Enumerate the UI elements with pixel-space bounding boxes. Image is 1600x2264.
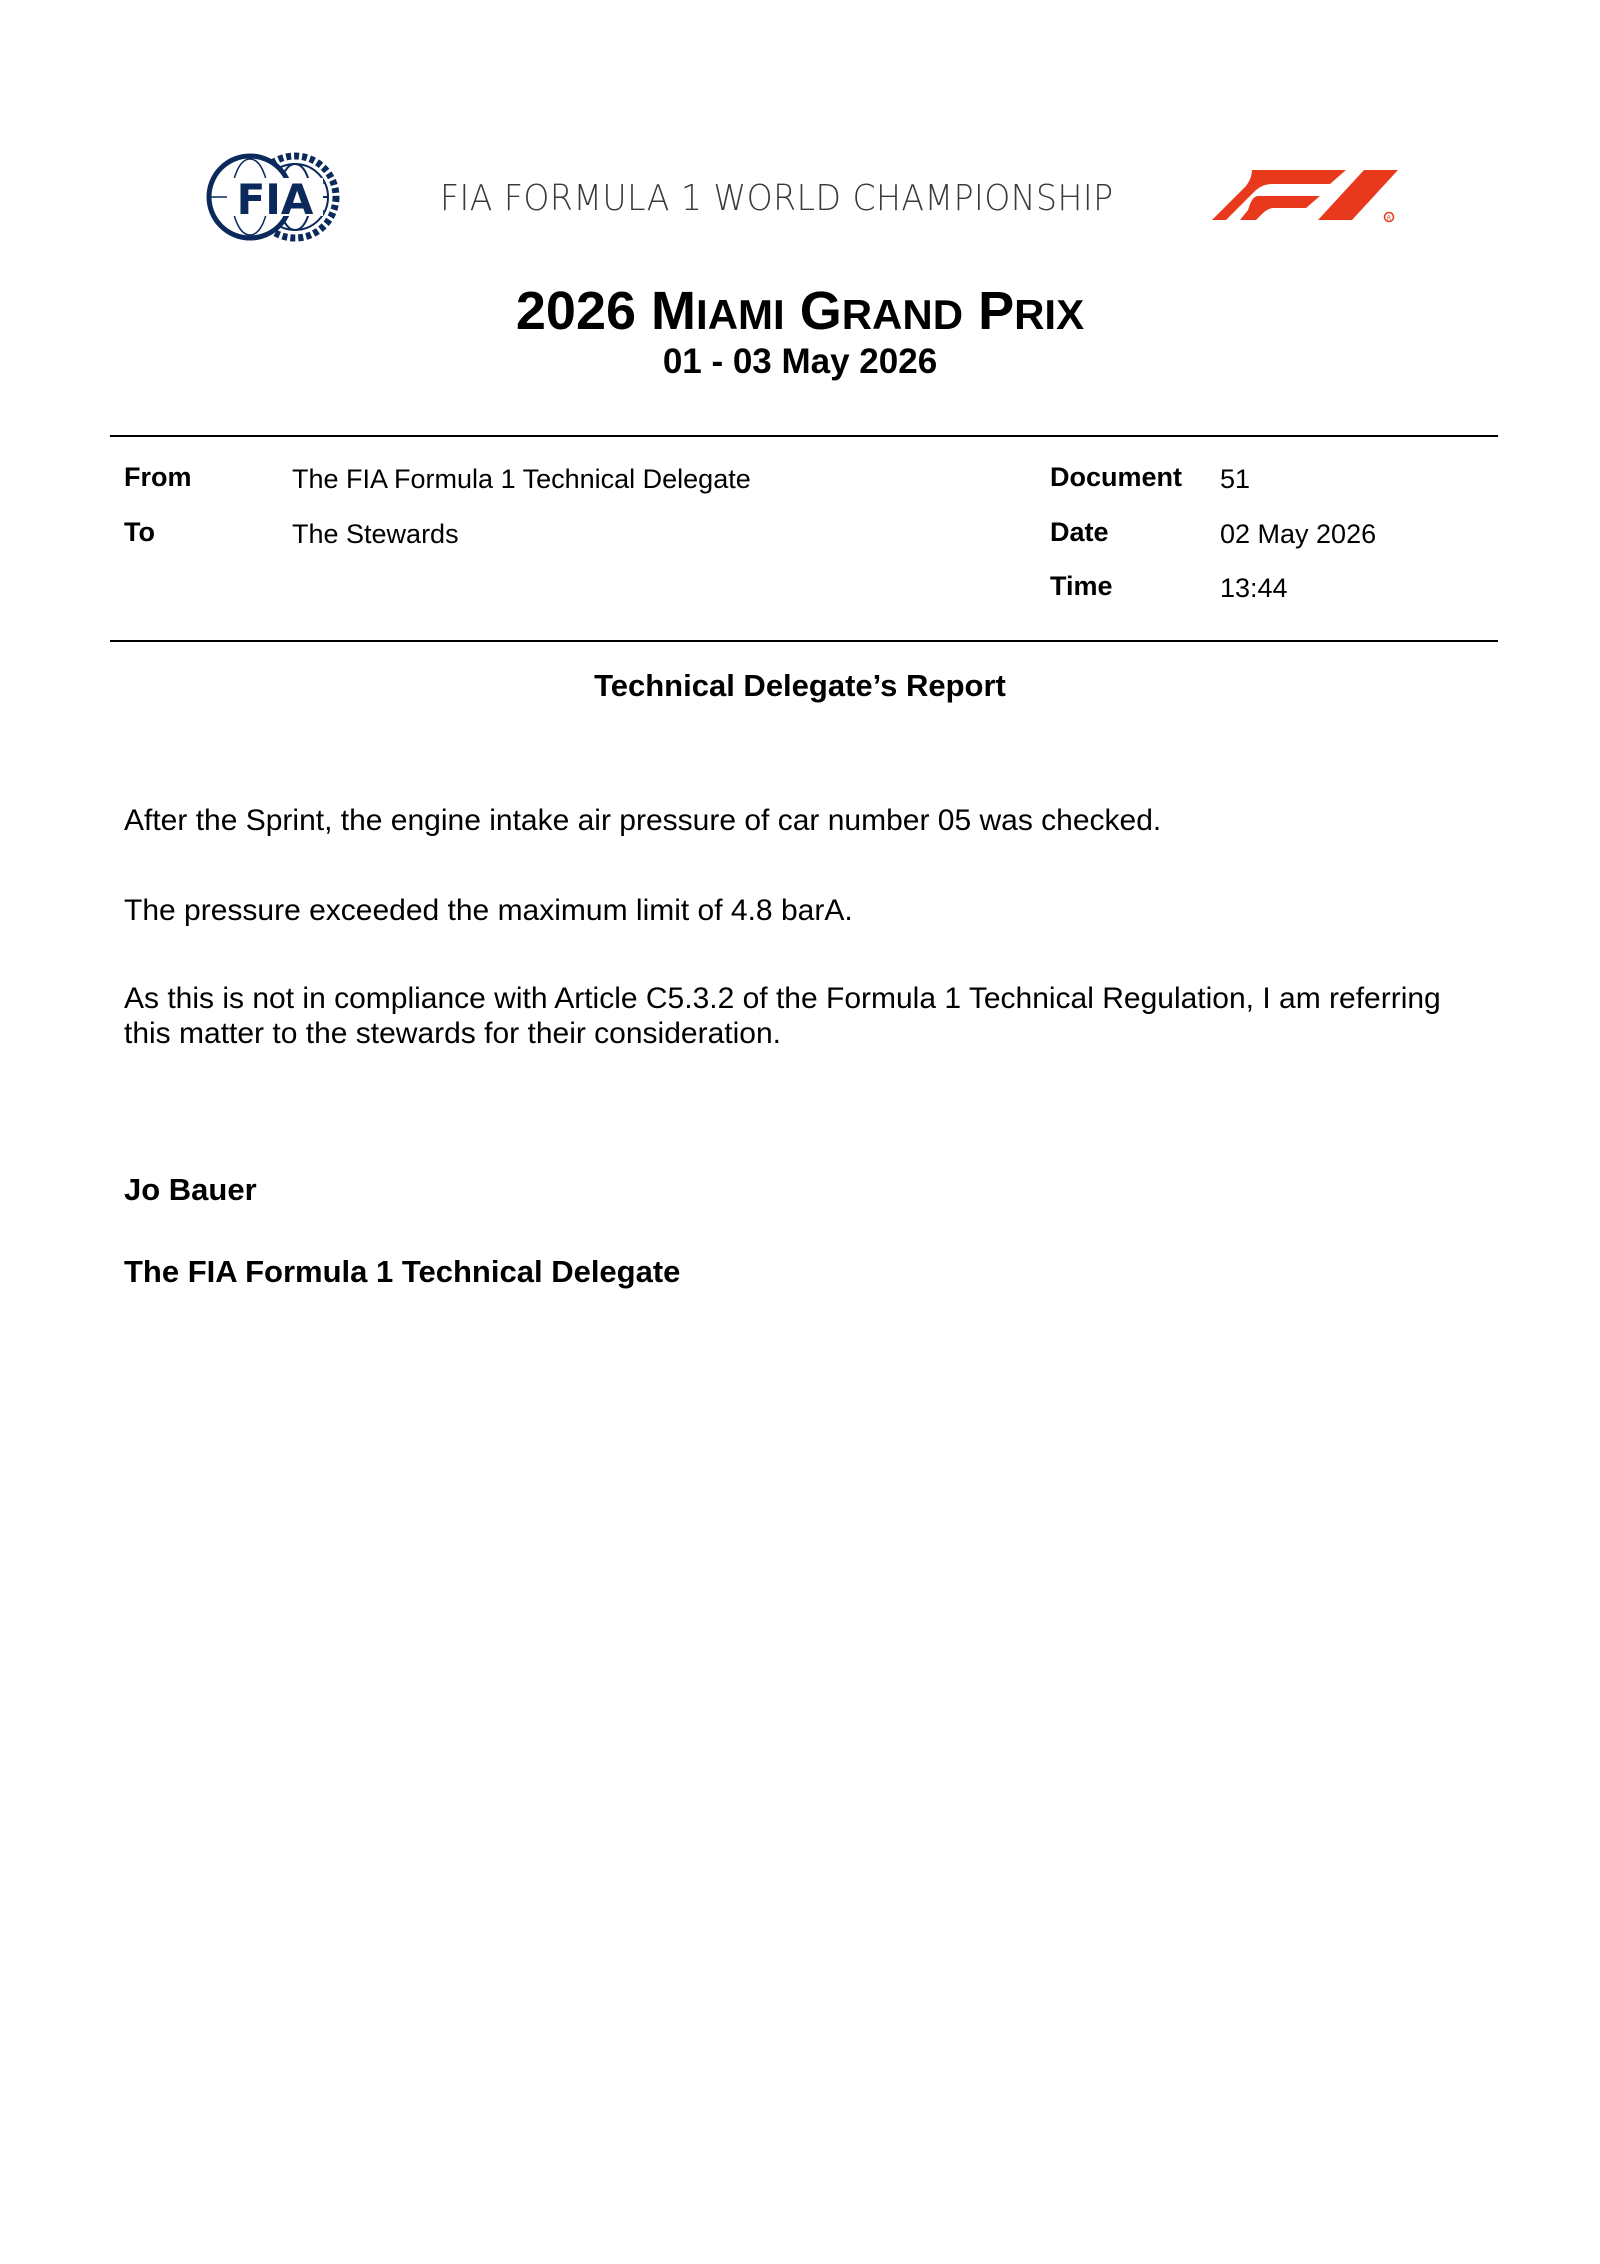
report-paragraph: The pressure exceeded the maximum limit of 4.8 barA. xyxy=(124,894,853,927)
event-word-rest: IAMI xyxy=(696,291,785,338)
from-value: The FIA Formula 1 Technical Delegate xyxy=(292,464,751,494)
from-label: From xyxy=(124,462,192,492)
event-word-initial: M xyxy=(651,281,697,341)
event-dates: 01 - 03 May 2026 xyxy=(662,342,938,381)
f1-logo xyxy=(1206,170,1402,224)
report-heading: Technical Delegate’s Report xyxy=(594,668,1006,703)
document-value: 51 xyxy=(1220,464,1251,494)
report-paragraph: After the Sprint, the engine intake air pressure of car number 05 was checked. xyxy=(124,804,1162,837)
document-label: Document xyxy=(1050,462,1183,492)
svg-text:R: R xyxy=(1386,215,1392,222)
time-value: 13:44 xyxy=(1220,573,1288,603)
fia-logo-text: FIA xyxy=(236,175,314,224)
event-year: 2026 xyxy=(515,281,637,341)
to-value: The Stewards xyxy=(292,519,459,549)
date-value: 02 May 2026 xyxy=(1220,519,1377,549)
fia-logo xyxy=(203,150,343,244)
to-label: To xyxy=(124,517,155,547)
event-word-initial: P xyxy=(978,281,1015,341)
divider-top xyxy=(110,435,1498,437)
event-word-initial: G xyxy=(799,281,842,341)
championship-title: FIA FORMULA 1 WORLD CHAMPIONSHIP xyxy=(440,178,1114,219)
report-paragraph: As this is not in compliance with Article C5.3.2 of the Formula 1 Technical Regulation, I am referring this matter to the stewards for their consideration. xyxy=(124,982,1441,1050)
date-label: Date xyxy=(1050,517,1109,547)
signatory-name: Jo Bauer xyxy=(124,1172,257,1207)
signatory-title: The FIA Formula 1 Technical Delegate xyxy=(124,1254,681,1289)
event-word-rest: RIX xyxy=(1014,291,1085,338)
time-label: Time xyxy=(1050,571,1113,601)
event-title xyxy=(0,280,1600,342)
event-word-rest: RAND xyxy=(841,291,964,338)
divider-bottom xyxy=(110,640,1498,642)
